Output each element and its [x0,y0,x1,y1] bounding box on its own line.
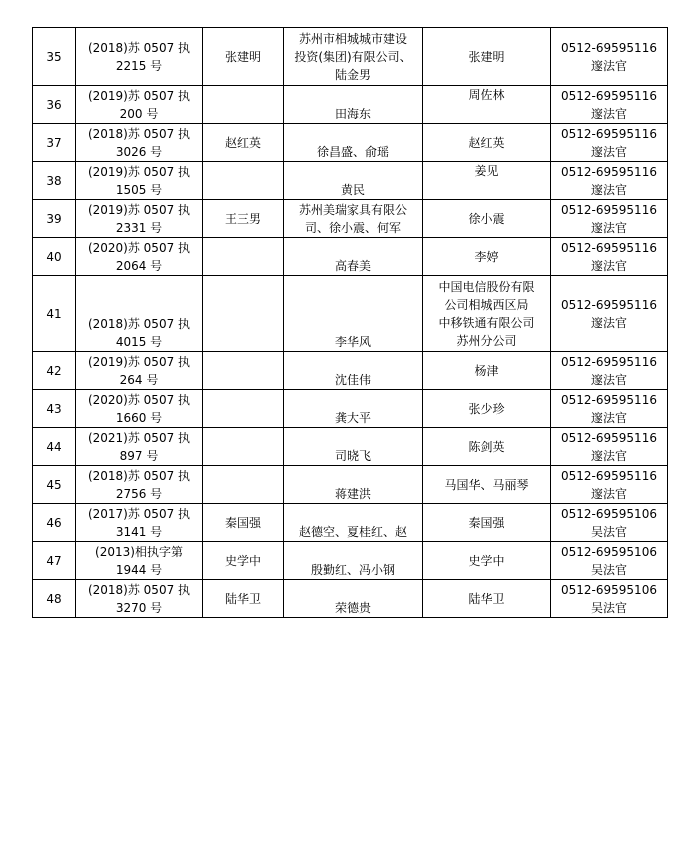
case-number: (2019)苏 0507 执 264 号 [76,352,203,390]
contact: 陆华卫 [423,580,551,618]
contact: 姜见 [423,162,551,200]
phone-judge: 0512-69595106 吴法官 [551,542,668,580]
case-number: (2021)苏 0507 执 897 号 [76,428,203,466]
contact: 秦国强 [423,504,551,542]
respondent: 沈佳伟 [284,352,423,390]
contact: 史学中 [423,542,551,580]
table-row [33,542,668,580]
respondent: 苏州美瑞家具有限公 司、徐小震、何军 [284,200,423,238]
phone-judge: 0512-69595116 邃法官 [551,352,668,390]
applicant: 王三男 [203,200,284,238]
respondent: 龚大平 [284,390,423,428]
table-row [33,200,668,238]
applicant [203,238,284,276]
phone-judge: 0512-69595116 邃法官 [551,162,668,200]
contact: 马国华、马丽琴 [423,466,551,504]
table-row [33,86,668,124]
case-number: (2020)苏 0507 执 2064 号 [76,238,203,276]
respondent: 黄民 [284,162,423,200]
case-number: (2018)苏 0507 执 3270 号 [76,580,203,618]
table-row [33,124,668,162]
case-number: (2018)苏 0507 执 2756 号 [76,466,203,504]
row-number: 46 [33,504,76,542]
case-number: (2020)苏 0507 执 1660 号 [76,390,203,428]
row-number: 39 [33,200,76,238]
row-number: 47 [33,542,76,580]
phone-judge: 0512-69595116 邃法官 [551,428,668,466]
row-number: 42 [33,352,76,390]
contact: 杨津 [423,352,551,390]
table-row [33,580,668,618]
case-number: (2019)苏 0507 执 2331 号 [76,200,203,238]
contact: 徐小震 [423,200,551,238]
phone-judge: 0512-69595116 邃法官 [551,238,668,276]
table-row [33,504,668,542]
case-number: (2018)苏 0507 执 2215 号 [76,28,203,86]
applicant [203,276,284,352]
case-number: (2018)苏 0507 执 4015 号 [76,276,203,352]
phone-judge: 0512-69595116 邃法官 [551,28,668,86]
table-row [33,390,668,428]
respondent: 苏州市相城城市建设 投资(集团)有限公司、 陆金男 [284,28,423,86]
respondent: 赵德空、夏桂红、赵 [284,504,423,542]
table-row [33,238,668,276]
table-row [33,466,668,504]
case-number: (2018)苏 0507 执 3026 号 [76,124,203,162]
contact: 周佐林 [423,86,551,124]
contact: 张建明 [423,28,551,86]
table-row [33,428,668,466]
contact: 李婷 [423,238,551,276]
case-number: (2013)相执字第 1944 号 [76,542,203,580]
applicant [203,428,284,466]
row-number: 38 [33,162,76,200]
phone-judge: 0512-69595116 邃法官 [551,390,668,428]
phone-judge: 0512-69595116 邃法官 [551,200,668,238]
phone-judge: 0512-69595106 吴法官 [551,580,668,618]
case-table [32,27,668,618]
respondent: 田海东 [284,86,423,124]
row-number: 43 [33,390,76,428]
row-number: 35 [33,28,76,86]
row-number: 45 [33,466,76,504]
applicant [203,86,284,124]
contact: 张少珍 [423,390,551,428]
phone-judge: 0512-69595116 邃法官 [551,466,668,504]
applicant [203,466,284,504]
applicant [203,390,284,428]
respondent: 司晓飞 [284,428,423,466]
applicant: 张建明 [203,28,284,86]
respondent: 高春美 [284,238,423,276]
table-row [33,28,668,86]
table-row [33,352,668,390]
phone-judge: 0512-69595106 吴法官 [551,504,668,542]
applicant: 秦国强 [203,504,284,542]
contact: 中国电信股份有限 公司相城西区局 中移铁通有限公司 苏州分公司 [423,276,551,352]
case-number: (2019)苏 0507 执 1505 号 [76,162,203,200]
respondent: 徐昌盛、俞瑶 [284,124,423,162]
row-number: 41 [33,276,76,352]
respondent: 李华风 [284,276,423,352]
applicant: 赵红英 [203,124,284,162]
row-number: 44 [33,428,76,466]
applicant [203,162,284,200]
contact: 陈剑英 [423,428,551,466]
table-row [33,276,668,352]
respondent: 殷勤红、冯小钢 [284,542,423,580]
row-number: 36 [33,86,76,124]
row-number: 37 [33,124,76,162]
applicant: 陆华卫 [203,580,284,618]
table-row [33,162,668,200]
respondent: 蒋建洪 [284,466,423,504]
respondent: 荣德贵 [284,580,423,618]
applicant [203,352,284,390]
row-number: 40 [33,238,76,276]
contact: 赵红英 [423,124,551,162]
case-number: (2017)苏 0507 执 3141 号 [76,504,203,542]
case-number: (2019)苏 0507 执 200 号 [76,86,203,124]
phone-judge: 0512-69595116 邃法官 [551,124,668,162]
row-number: 48 [33,580,76,618]
phone-judge: 0512-69595116 邃法官 [551,276,668,352]
phone-judge: 0512-69595116 邃法官 [551,86,668,124]
applicant: 史学中 [203,542,284,580]
